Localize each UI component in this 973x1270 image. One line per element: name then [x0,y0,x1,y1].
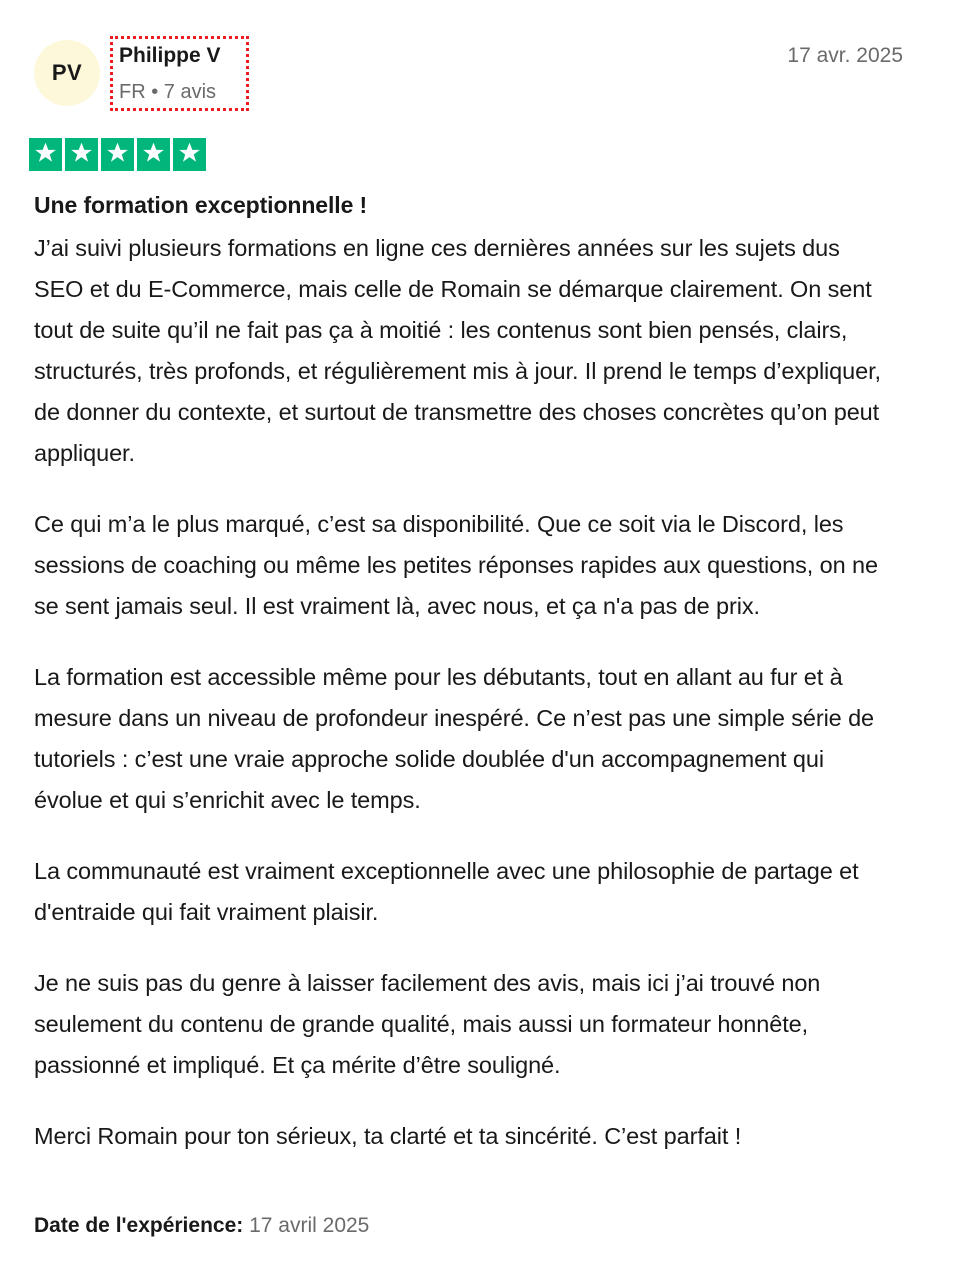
review-paragraph: La formation est accessible même pour les débutants, tout en allant au fur et à mesure dans un niveau de profondeur inespéré. Ce n’est pas une simple série de tutoriels : c’est une vraie approche solide doublée d'un accompagnement qui évolue et qui s’enrichit avec le temps. [34,664,875,813]
review-paragraph: J’ai suivi plusieurs formations en ligne ces dernières années sur les sujets dus SEO et du E-Commerce, mais celle de Romain se démarque clairement. On sent tout de suite qu’il ne fait pas ça à moitié : les contenus sont bien pensés, clairs, structurés, très profonds, et régulièrement mis à jour. Il prend le temps d’expliquer, de donner du contexte, et surtout de transmettre des choses concrètes qu’on peut appliquer. [34,235,881,466]
star-icon [137,138,170,171]
consumer-name[interactable]: Philippe V [119,44,221,67]
star-icon [101,138,134,171]
avatar[interactable] [34,40,100,106]
review-paragraph: Merci Romain pour ton sérieux, ta clarté et ta sincérité. C’est parfait ! [34,1123,742,1149]
review-header [0,0,973,122]
review-paragraph: Je ne suis pas du genre à laisser facilement des avis, mais ici j’ai trouvé non seulement du contenu de grande qualité, mais aussi un formateur honnête, passionné et impliqué. Et ça mérite d’être souligné. [34,970,821,1078]
experience-date-label: Date de l'expérience: [34,1214,244,1237]
review-title: Une formation exceptionnelle ! [34,192,368,218]
review-paragraph: La communauté est vraiment exceptionnelle avec une philosophie de partage et d'entraide qui fait vraiment plaisir. [34,858,859,925]
consumer-meta: FR • 7 avis [119,81,217,103]
star-icon [173,138,206,171]
star-icon [65,138,98,171]
star-icon [29,138,62,171]
avatar-initials: PV [51,60,83,85]
review-published-date: 17 avr. 2025 [787,44,903,67]
review-body [34,228,890,1157]
experience-date [34,1212,369,1240]
review-paragraph: Ce qui m’a le plus marqué, c’est sa disponibilité. Que ce soit via le Discord, les sessions de coaching ou même les petites réponses rapides aux questions, on ne se sent jamais seul. Il est vraiment là, avec nous, et ça n'a pas de prix. [34,511,878,619]
star-rating [29,138,206,171]
experience-date-value: 17 avril 2025 [249,1214,370,1237]
